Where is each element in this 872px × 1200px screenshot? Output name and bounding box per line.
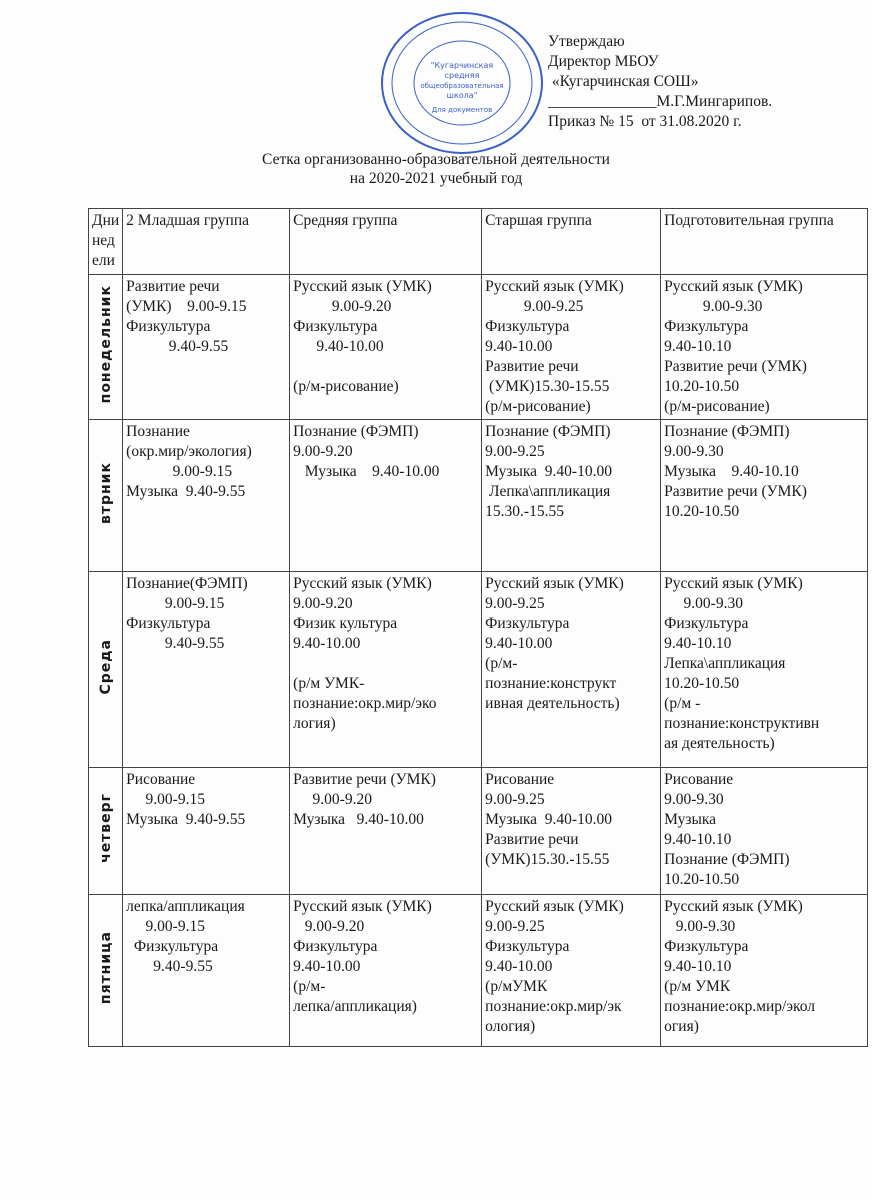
approval-line: Утверждаю xyxy=(548,33,625,50)
table-cell: Русский язык (УМК) 9.00-9.20 Физкультура 9.40-10.00 (р/м- лепка/аппликация) xyxy=(290,895,482,1047)
table-cell: Русский язык (УМК) 9.00-9.30 Физкультура 9.40-10.10 (р/м УМК познание:окр.мир/экол огия) xyxy=(661,895,868,1047)
signature-line: ______________М.Г.Мингарипов. xyxy=(548,93,773,110)
table-row xyxy=(89,768,868,895)
table-row xyxy=(89,895,868,1047)
table-cell: Рисование 9.00-9.25 Музыка 9.40-10.00 Развитие речи (УМК)15.30.-15.55 xyxy=(482,768,661,895)
table-cell: Русский язык (УМК) 9.00-9.30 Физкультура 9.40-10.10 Развитие речи (УМК) 10.20-10.50 (р/м-рисование) xyxy=(661,275,868,420)
table-row xyxy=(89,420,868,572)
header-junior-2: 2 Младшая группа xyxy=(123,209,290,275)
table-cell: Познание(ФЭМП) 9.00-9.15 Физкультура 9.40-9.55 xyxy=(123,572,290,768)
schedule-table xyxy=(88,208,868,1047)
table-cell: Русский язык (УМК) 9.00-9.25 Физкультура 9.40-10.00 Развитие речи (УМК)15.30-15.55 (р/м-рисование) xyxy=(482,275,661,420)
table-cell: Русский язык (УМК) 9.00-9.25 Физкультура 9.40-10.00 (р/м- познание:конструкт ивная деятельность) xyxy=(482,572,661,768)
table-row xyxy=(89,275,868,420)
table-cell: Развитие речи (УМК) 9.00-9.15 Физкультура 9.40-9.55 xyxy=(123,275,290,420)
approval-block xyxy=(548,32,772,132)
header-middle: Средняя группа xyxy=(290,209,482,275)
table-cell: Русский язык (УМК) 9.00-9.30 Физкультура 9.40-10.10 Лепка\аппликация 10.20-10.50 (р/м - познание:конструктивн ая деятельность) xyxy=(661,572,868,768)
svg-text:общеобразовательная: общеобразовательная xyxy=(420,82,504,90)
day-label: Среда xyxy=(97,638,114,695)
order-line: Приказ № 15 от 31.08.2020 г. xyxy=(548,113,742,130)
table-cell: Познание (окр.мир/экология) 9.00-9.15 Музыка 9.40-9.55 xyxy=(123,420,290,572)
approval-line: Директор МБОУ xyxy=(548,53,659,70)
svg-text:школа": школа" xyxy=(446,91,478,100)
table-cell: Развитие речи (УМК) 9.00-9.20 Музыка 9.40-10.00 xyxy=(290,768,482,895)
day-label: понедельник xyxy=(97,284,114,404)
table-cell: Русский язык (УМК) 9.00-9.20 Физкультура 9.40-10.00 (р/м-рисование) xyxy=(290,275,482,420)
table-cell: Рисование 9.00-9.15 Музыка 9.40-9.55 xyxy=(123,768,290,895)
table-cell: Русский язык (УМК) 9.00-9.20 Физик культура 9.40-10.00 (р/м УМК- познание:окр.мир/эко логия) xyxy=(290,572,482,768)
day-label: четверг xyxy=(97,793,114,863)
header-senior: Старшая группа xyxy=(482,209,661,275)
table-cell: Познание (ФЭМП) 9.00-9.30 Музыка 9.40-10.10 Развитие речи (УМК) 10.20-10.50 xyxy=(661,420,868,572)
svg-text:"Кугарчинская: "Кугарчинская xyxy=(430,61,494,70)
table-cell: лепка/аппликация 9.00-9.15 Физкультура 9.40-9.55 xyxy=(123,895,290,1047)
day-label: втрник xyxy=(97,461,114,524)
svg-text:средняя: средняя xyxy=(444,71,480,80)
header-preparatory: Подготовительная группа xyxy=(661,209,868,275)
title-line-1: Сетка организованно-образовательной деятельности xyxy=(262,151,610,168)
table-cell: Рисование 9.00-9.30 Музыка 9.40-10.10 Познание (ФЭМП) 10.20-10.50 xyxy=(661,768,868,895)
approval-line: «Кугарчинская СОШ» xyxy=(548,73,699,90)
title-line-2: на 2020-2021 учебный год xyxy=(349,170,523,187)
table-cell: Русский язык (УМК) 9.00-9.25 Физкультура 9.40-10.00 (р/мУМК познание:окр.мир/эк ология) xyxy=(482,895,661,1047)
school-stamp xyxy=(376,8,548,158)
table-cell: Познание (ФЭМП) 9.00-9.20 Музыка 9.40-10.00 xyxy=(290,420,482,572)
svg-text:Для документов: Для документов xyxy=(431,106,493,114)
day-label: пятница xyxy=(97,930,114,1005)
header-days: Дни нед ели xyxy=(89,209,123,275)
table-cell: Познание (ФЭМП) 9.00-9.25 Музыка 9.40-10.00 Лепка\аппликация 15.30.-15.55 xyxy=(482,420,661,572)
document-title xyxy=(0,150,872,188)
table-row xyxy=(89,572,868,768)
